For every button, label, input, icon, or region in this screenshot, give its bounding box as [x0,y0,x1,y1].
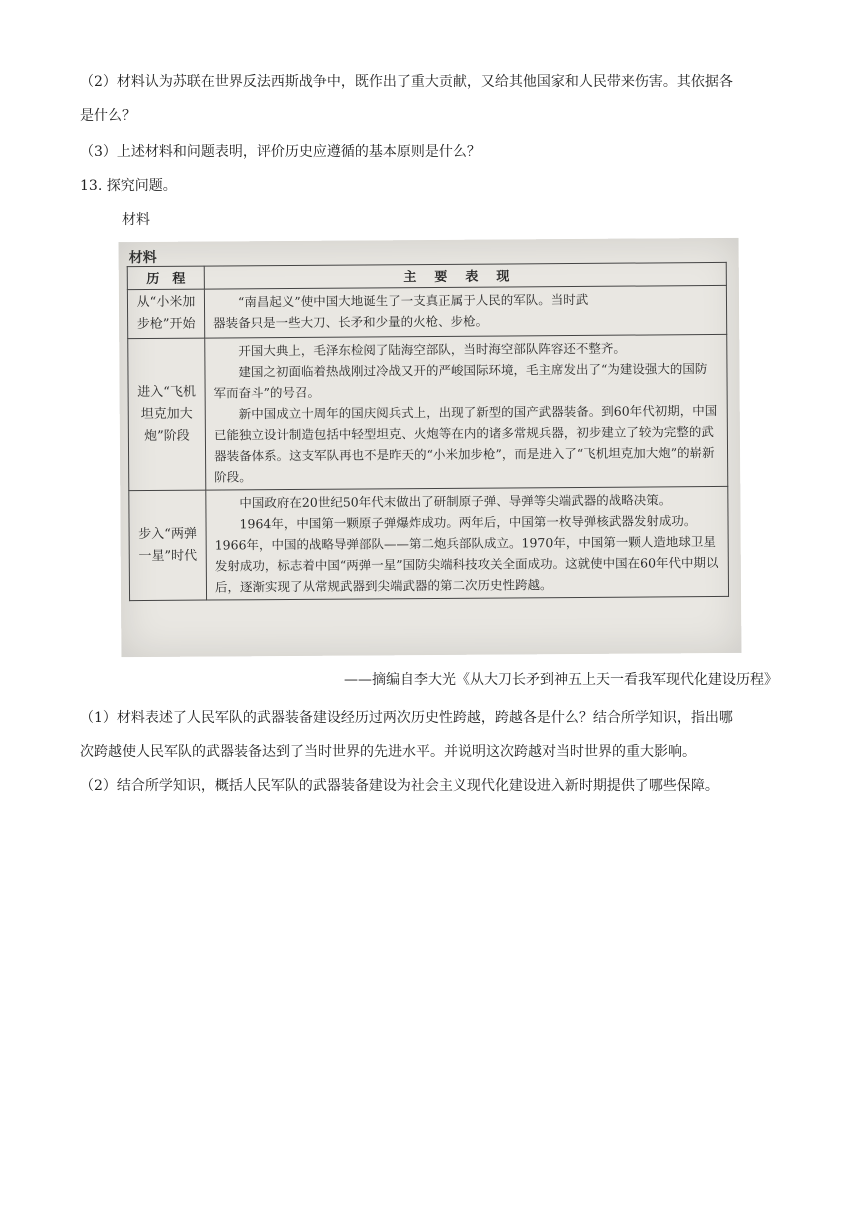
header-stage: 历 程 [127,266,204,290]
paragraph: 开国大典上，毛泽东检阅了陆海空部队，当时海空部队阵容还不整齐。 [238,340,626,359]
source-citation: ——摘编自李大光《从大刀长矛到神五上天一看我军现代化建设历程》 [344,672,778,688]
q13-part1-line2: 次跨越使人民军队的武器装备达到了当时世界的先进水平。并说明这次跨越对当时世界的重大影响。 [80,744,696,760]
q12-part3: （3）上述材料和问题表明，评价历史应遵循的基本原则是什么？ [80,144,481,160]
table-row [128,334,728,490]
content-cell [206,486,729,600]
q13-part1-line1: （1）材料表述了人民军队的武器装备建设经历过两次历史性跨越，跨越各是什么？结合所学知识，指出哪 [80,710,733,726]
material-label: 材料 [122,212,150,228]
paragraph: 建国之初面临着热战刚过冷战又开的严峻国际环境，毛主席发出了“为建设强大的国防军而奋斗”的号召。 [213,361,708,401]
table-row [129,486,729,600]
content-cell [205,334,728,490]
paragraph: “南昌起义”使中国大地诞生了一支真正属于人民的军队。当时武 [237,291,589,310]
header-content: 主要表现 [204,262,726,289]
content-cell [204,285,726,338]
q12-part2-line2: 是什么？ [80,108,136,124]
table-row [127,285,726,338]
paragraph: 器装备只是一些大刀、长矛和少量的火枪、步枪。 [213,313,489,331]
material-photo [119,238,742,657]
paragraph: 中国政府在20世纪50年代末做出了研制原子弹、导弹等尖端武器的战略决策。 [239,492,672,511]
stage-cell: 步入“两弹一星”时代 [129,490,207,601]
stage-cell: 从“小米加步枪”开始 [127,289,204,339]
q13-title: 13. 探究问题。 [80,178,177,194]
q12-part2-line1: （2）材料认为苏联在世界反法西斯战争中，既作出了重大贡献，又给其他国家和人民带来伤害。其依据各 [80,74,733,90]
paragraph: 1964年，中国第一颗原子弹爆炸成功。两年后，中国第一枚导弹核武器发射成功。1966年，中国的战略导弹部队——第二炮兵部队成立。1970年，中国第一颗人造地球卫星发射成功，标志着中国“两弹一星”国防尖端科技攻关全面成功。这就使中国在60年代中期以后，逐渐实现了从常规武器到尖端武器的第二次历史性跨越。 [214,513,719,595]
material-table [127,262,729,601]
stage-cell: 进入“飞机坦克加大炮”阶段 [128,338,206,491]
q13-part2: （2）结合所学知识，概括人民军队的武器装备建设为社会主义现代化建设进入新时期提供了哪些保障。 [80,778,719,794]
photo-caption: 材料 [128,249,157,267]
paragraph: 新中国成立十周年的国庆阅兵式上，出现了新型的国产武器装备。到60年代初期，中国已能独立设计制造包括中轻型坦克、火炮等在内的诸多常规兵器，初步建立了较为完整的武器装备体系。这支军队再也不是昨天的“小米加步枪”，而是进入了“飞机坦克加大炮”的崭新阶段。 [213,402,718,485]
